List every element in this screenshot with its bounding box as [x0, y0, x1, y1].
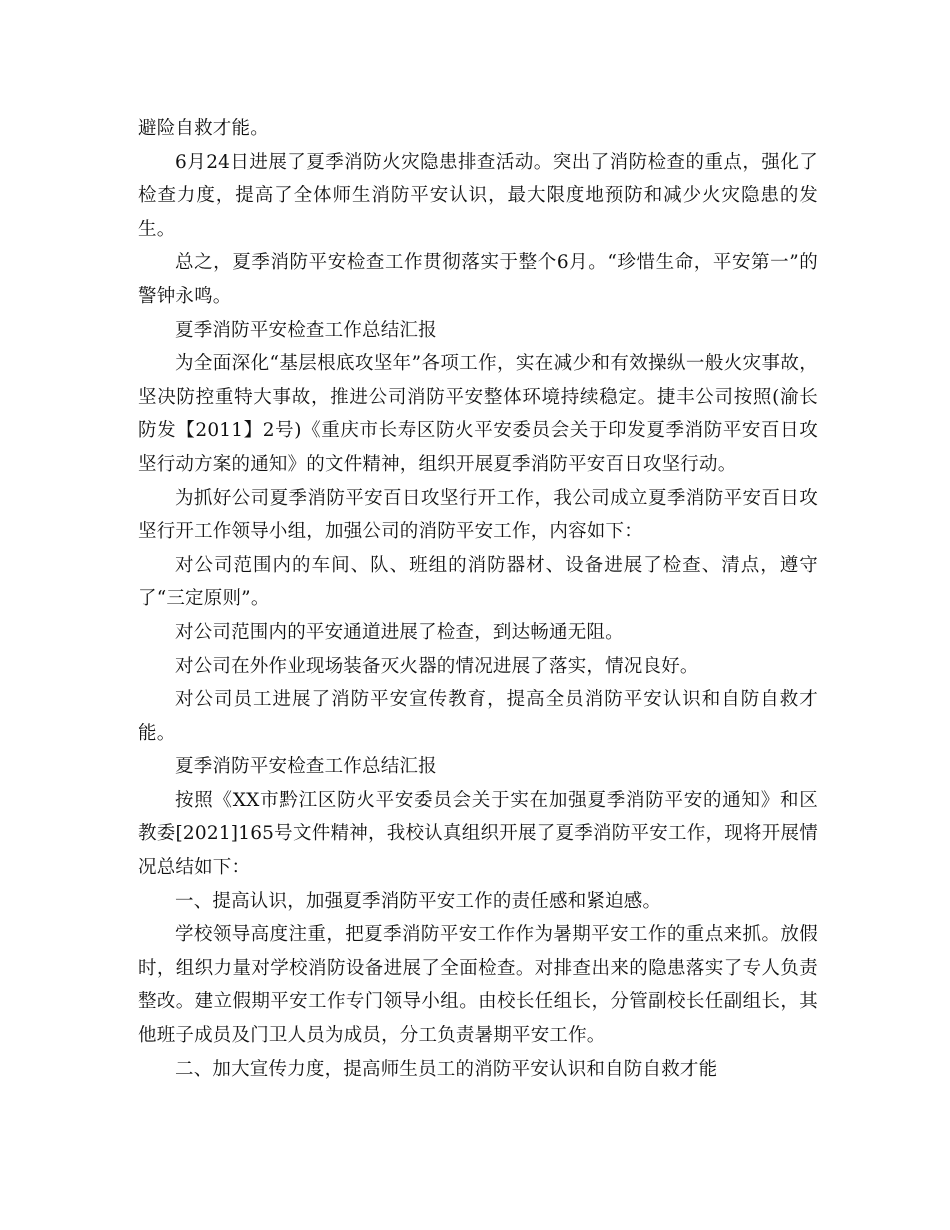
paragraph: 为全面深化“基层根底攻坚年”各项工作，实在减少和有效操纵一般火灾事故，坚决防控重特大事故，推进公司消防平安整体环境持续稳定。捷丰公司按照(渝长防发【2011】2号)《重庆市长寿区防火平安委员会关于印发夏季消防平安百日攻坚行动方案的通知》的文件精神，组织开展夏季消防平安百日攻坚行动。: [138, 353, 818, 475]
paragraph: 按照《XX市黔江区防火平安委员会关于实在加强夏季消防平安的通知》和区教委[2021]165号文件精神，我校认真组织开展了夏季消防平安工作，现将开展情况总结如下：: [138, 789, 818, 879]
paragraph: 学校领导高度注重，把夏季消防平安工作作为暑期平安工作的重点来抓。放假时，组织力量对学校消防设备进展了全面检查。对排查出来的隐患落实了专人负责整改。建立假期平安工作专门领导小组。由校长任组长，分管副校长任副组长，其他班子成员及门卫人员为成员，分工负责暑期平安工作。: [138, 924, 818, 1047]
paragraph: 一、提高认识，加强夏季消防平安工作的责任感和紧迫感。: [175, 890, 662, 912]
document-body: [138, 112, 818, 1086]
paragraph-continuation: 避险自救才能。: [138, 118, 269, 139]
paragraph: 二、加大宣传力度，提高师生员工的消防平安认识和自防自救才能: [175, 1058, 718, 1080]
section-heading: 夏季消防平安检查工作总结汇报: [175, 319, 437, 341]
paragraph: 对公司在外作业现场装备灭火器的情况进展了落实，情况良好。: [175, 655, 699, 677]
section-heading: 夏季消防平安检查工作总结汇报: [175, 756, 437, 778]
paragraph: 对公司范围内的车间、队、班组的消防器材、设备进展了检查、清点，遵守了“三定原则”。: [138, 554, 818, 610]
paragraph: 6月24日进展了夏季消防火灾隐患排查活动。突出了消防检查的重点，强化了检查力度，提高了全体师生消防平安认识，最大限度地预防和减少火灾隐患的发生。: [138, 151, 818, 240]
paragraph: 总之，夏季消防平安检查工作贯彻落实于整个6月。“珍惜生命，平安第一”的警钟永鸣。: [138, 252, 818, 307]
paragraph: 对公司范围内的平安通道进展了检查，到达畅通无阻。: [175, 621, 624, 643]
paragraph: 对公司员工进展了消防平安宣传教育，提高全员消防平安认识和自防自救才能。: [138, 689, 818, 744]
paragraph: 为抓好公司夏季消防平安百日攻坚行开工作，我公司成立夏季消防平安百日攻坚行开工作领导小组，加强公司的消防平安工作，内容如下：: [138, 487, 818, 543]
